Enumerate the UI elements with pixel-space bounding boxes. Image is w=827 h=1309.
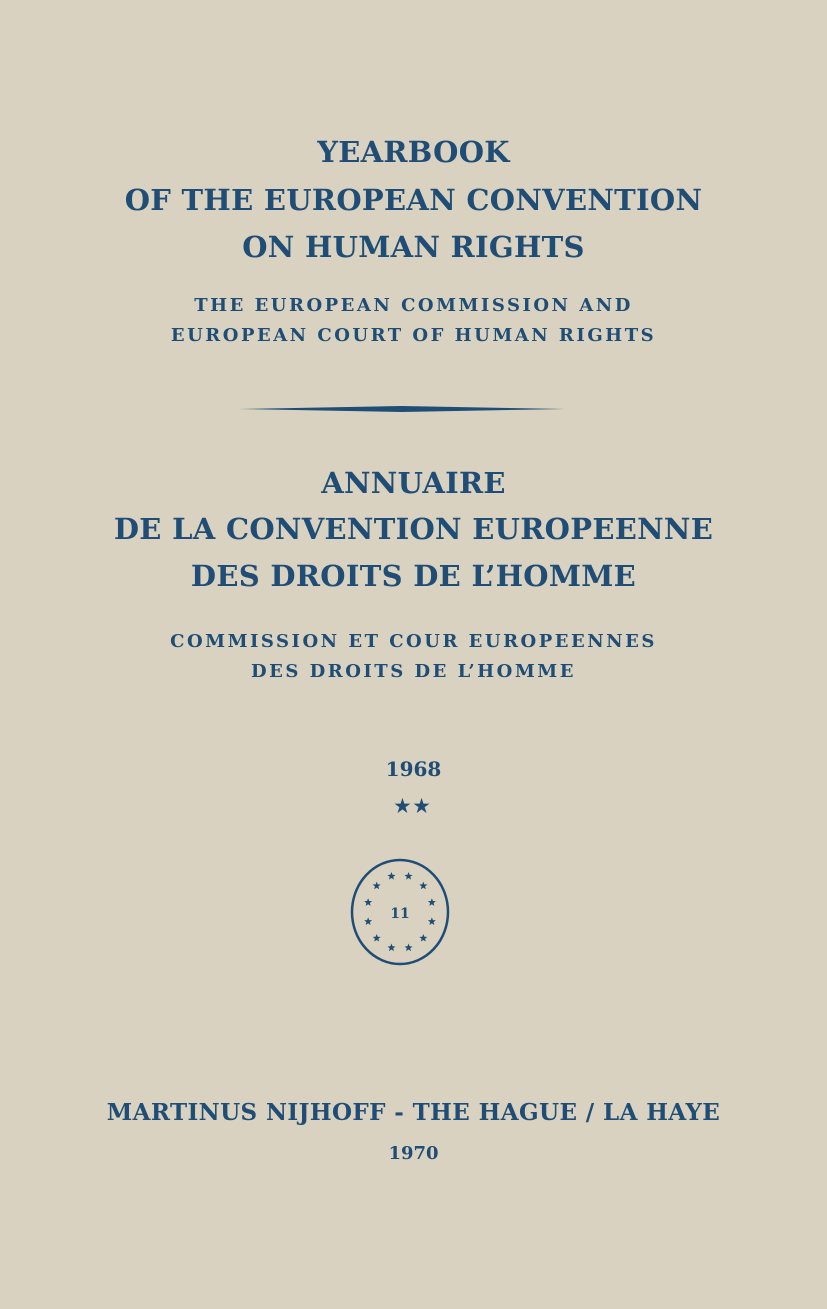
- english-title-line-3: ON HUMAN RIGHTS: [242, 230, 585, 264]
- emblem-star-icon: [405, 944, 413, 952]
- french-title-line-2: DE LA CONVENTION EUROPEENNE: [113, 512, 714, 546]
- emblem-star-icon: [373, 882, 381, 890]
- english-subtitle-line-1: THE EUROPEAN COMMISSION AND: [194, 295, 633, 316]
- council-of-europe-emblem: [349, 856, 451, 968]
- emblem-star-icon: [428, 917, 436, 925]
- divider-rule: [239, 403, 565, 415]
- part-marker-stars: ★★: [394, 796, 433, 817]
- volume-number: 11: [390, 906, 410, 922]
- volume-year: 1968: [385, 757, 442, 781]
- emblem-star-icon: [387, 944, 395, 952]
- publication-year: 1970: [388, 1143, 439, 1164]
- french-title-line-3: DES DROITS DE L’HOMME: [190, 559, 637, 593]
- emblem-star-icon: [428, 898, 436, 906]
- emblem-star-icon: [364, 898, 372, 906]
- emblem-star-icon: [373, 934, 381, 942]
- emblem-star-icon: [364, 917, 372, 925]
- emblem-star-icon: [387, 872, 395, 880]
- emblem-star-icon: [405, 872, 413, 880]
- french-subtitle-line-2: DES DROITS DE L’HOMME: [251, 661, 576, 682]
- publisher-name: MARTINUS NIJHOFF - THE HAGUE / LA HAYE: [106, 1099, 721, 1126]
- french-subtitle-line-1: COMMISSION ET COUR EUROPEENNES: [170, 631, 657, 652]
- emblem-star-icon: [419, 882, 427, 890]
- english-title-line-2: OF THE EUROPEAN CONVENTION: [124, 183, 703, 217]
- english-subtitle-line-2: EUROPEAN COURT OF HUMAN RIGHTS: [170, 325, 657, 346]
- french-title-line-1: ANNUAIRE: [321, 466, 506, 500]
- emblem-star-icon: [419, 934, 427, 942]
- english-title-line-1: YEARBOOK: [317, 135, 510, 169]
